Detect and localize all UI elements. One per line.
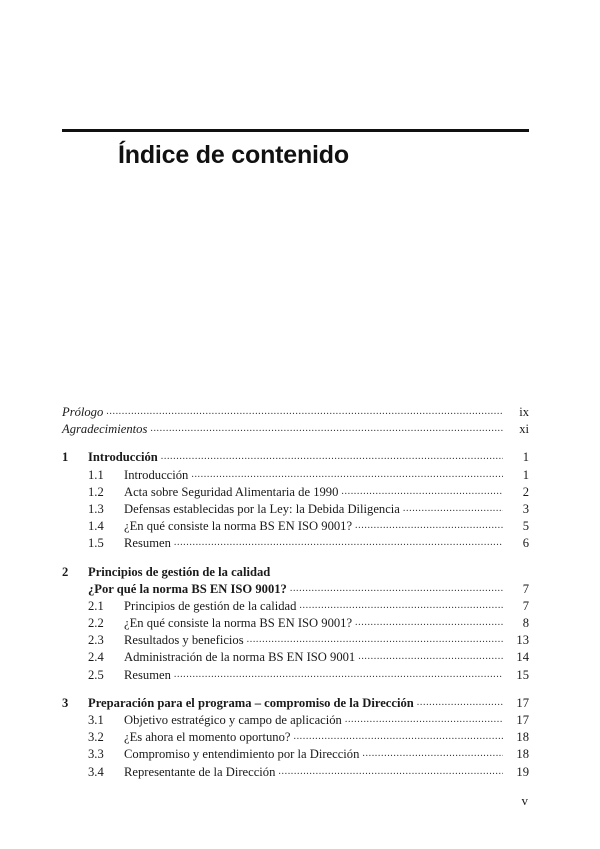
section-number: 3.4 — [88, 764, 104, 779]
section-page: 3 — [522, 501, 529, 516]
header-rule — [62, 129, 529, 132]
section-number: 1.4 — [88, 519, 104, 534]
section-label: Defensas establecidas por la Ley: la Debida Diligencia — [124, 501, 403, 518]
chapter-title: ¿Por qué la norma BS EN ISO 9001? — [88, 581, 290, 598]
section-page: 19 — [516, 764, 529, 779]
toc-section[interactable] — [62, 632, 529, 649]
toc-section[interactable] — [62, 649, 529, 666]
chapter-title-line: Principios de gestión de la calidad — [88, 564, 271, 579]
section-label: Administración de la norma BS EN ISO 9001 — [124, 649, 358, 666]
page-title: Índice de contenido — [118, 141, 349, 169]
section-page: 14 — [516, 650, 529, 665]
toc-section[interactable] — [62, 535, 529, 552]
toc-section[interactable] — [62, 467, 529, 484]
toc-section[interactable] — [62, 598, 529, 615]
section-page: 18 — [516, 730, 529, 745]
chapter-title: Preparación para el programa – compromiso de la Dirección — [88, 695, 417, 712]
chapter-number: 2 — [62, 564, 69, 579]
section-page: 6 — [522, 536, 529, 551]
section-label: ¿En qué consiste la norma BS EN ISO 9001? — [124, 615, 355, 632]
section-number: 1.3 — [88, 501, 104, 516]
toc-section[interactable] — [62, 729, 529, 746]
section-number: 3.2 — [88, 730, 104, 745]
section-page: 8 — [522, 616, 529, 631]
section-label: Representante de la Dirección — [124, 764, 278, 781]
toc-entry-agradecimientos[interactable] — [62, 421, 529, 438]
toc-section[interactable] — [62, 484, 529, 501]
chapter-number: 3 — [62, 695, 69, 710]
section-number: 2.3 — [88, 633, 104, 648]
toc-section[interactable] — [62, 667, 529, 684]
section-page: 13 — [516, 633, 529, 648]
section-page: 15 — [516, 667, 529, 682]
table-of-contents — [62, 404, 529, 781]
section-label: Acta sobre Seguridad Alimentaria de 1990 — [124, 484, 341, 501]
section-page: 1 — [522, 467, 529, 482]
toc-section[interactable] — [62, 712, 529, 729]
chapter-page: 7 — [522, 581, 529, 596]
section-number: 1.5 — [88, 536, 104, 551]
toc-section[interactable] — [62, 518, 529, 535]
section-label: Resumen — [124, 535, 174, 552]
section-label: Compromiso y entendimiento por la Dirección — [124, 746, 362, 763]
toc-section[interactable] — [62, 746, 529, 763]
toc-chapter-1[interactable] — [62, 449, 529, 466]
section-label: Resultados y beneficios — [124, 632, 247, 649]
toc-section[interactable] — [62, 615, 529, 632]
section-number: 2.4 — [88, 650, 104, 665]
section-number: 2.2 — [88, 616, 104, 631]
section-page: 5 — [522, 519, 529, 534]
toc-section[interactable] — [62, 501, 529, 518]
toc-chapter-2-heading[interactable] — [62, 564, 529, 581]
toc-entry-label: Agradecimientos — [62, 421, 150, 438]
section-label: ¿Es ahora el momento oportuno? — [124, 729, 293, 746]
page-folio: v — [521, 793, 528, 808]
section-label: Introducción — [124, 467, 191, 484]
chapter-number: 1 — [62, 450, 69, 465]
section-number: 1.2 — [88, 484, 104, 499]
chapter-page: 17 — [516, 695, 529, 710]
section-number: 3.3 — [88, 747, 104, 762]
section-page: 7 — [522, 598, 529, 613]
section-label: Objetivo estratégico y campo de aplicación — [124, 712, 345, 729]
section-label: ¿En qué consiste la norma BS EN ISO 9001? — [124, 518, 355, 535]
chapter-title: Introducción — [88, 449, 161, 466]
section-number: 3.1 — [88, 713, 104, 727]
toc-entry-page: ix — [519, 405, 529, 419]
toc-entry-label: Prólogo — [62, 404, 106, 421]
section-number: 2.5 — [88, 667, 104, 682]
toc-entry-prologo[interactable] — [62, 404, 529, 421]
toc-section[interactable] — [62, 764, 529, 781]
toc-entry-page: xi — [519, 422, 529, 437]
section-page: 17 — [516, 713, 529, 727]
section-number: 1.1 — [88, 467, 104, 482]
section-page: 2 — [522, 484, 529, 499]
section-label: Principios de gestión de la calidad — [124, 598, 299, 615]
toc-chapter-2[interactable] — [62, 581, 529, 598]
section-number: 2.1 — [88, 598, 104, 613]
section-page: 18 — [516, 747, 529, 762]
toc-chapter-3[interactable] — [62, 695, 529, 712]
section-label: Resumen — [124, 667, 174, 684]
chapter-page: 1 — [522, 450, 529, 465]
